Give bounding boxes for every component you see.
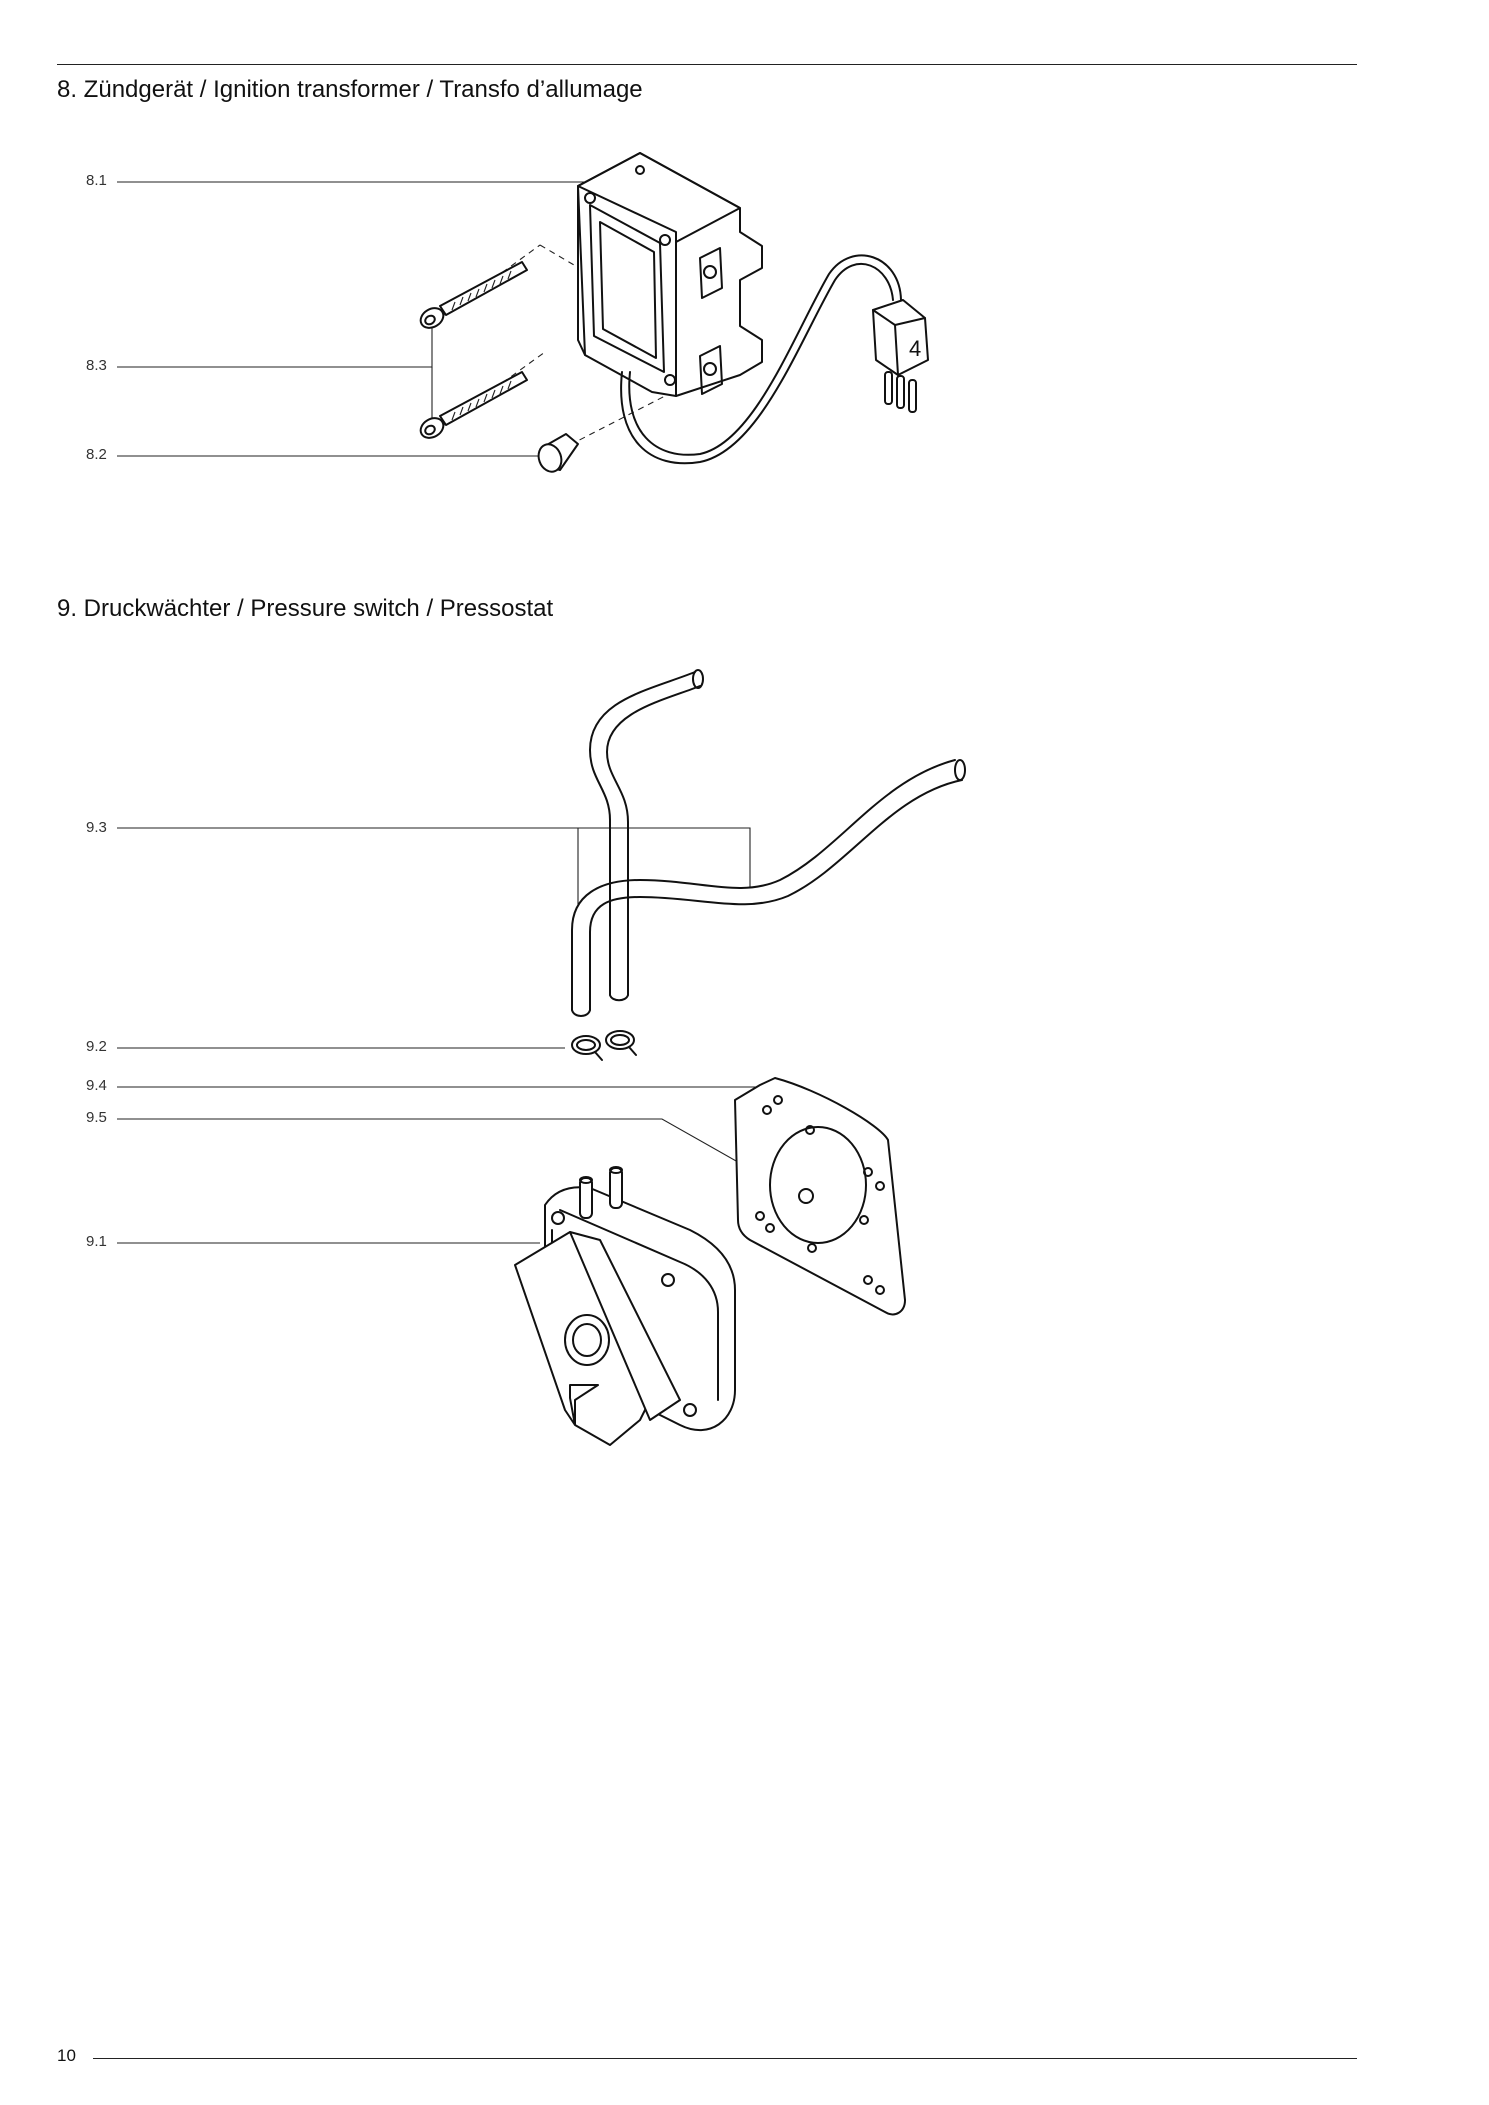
- leader-9-3: [117, 828, 750, 888]
- callout-9-2: 9.2: [86, 1038, 107, 1055]
- plug-marking: 4: [909, 336, 922, 361]
- callout-9-3: 9.3: [86, 819, 107, 836]
- callout-8-1: 8.1: [86, 172, 107, 189]
- pressure-switch-body: [515, 1167, 735, 1445]
- leader-8-3: [117, 312, 432, 367]
- ignition-plug: [873, 300, 928, 412]
- fixing-screw-upper: [417, 262, 527, 332]
- section-title-pressure: 9. Druckwächter / Pressure switch / Pressostat: [57, 595, 554, 622]
- page-number: 10: [57, 2046, 76, 2065]
- callout-8-2: 8.2: [86, 446, 107, 463]
- callout-8-3: 8.3: [86, 357, 107, 374]
- callout-9-4: 9.4: [86, 1077, 107, 1094]
- ignition-transformer-illustration: [117, 153, 928, 475]
- fixing-screw-lower: [417, 372, 527, 442]
- section-title-ignition: 8. Zündgerät / Ignition transformer / Transfo d’allumage: [57, 76, 643, 103]
- hose-clamp-left: [572, 1036, 602, 1060]
- callout-9-1: 9.1: [86, 1233, 107, 1250]
- gasket-plate: [735, 1078, 905, 1314]
- protective-cap: [535, 434, 578, 475]
- transformer-housing: [578, 153, 762, 396]
- callout-9-5: 9.5: [86, 1109, 107, 1126]
- hose-short: [590, 670, 703, 1000]
- hose-clamp-right: [606, 1031, 636, 1055]
- hose-long: [572, 760, 965, 1016]
- leader-9-5: [117, 1119, 805, 1200]
- pressure-switch-illustration: [117, 670, 965, 1445]
